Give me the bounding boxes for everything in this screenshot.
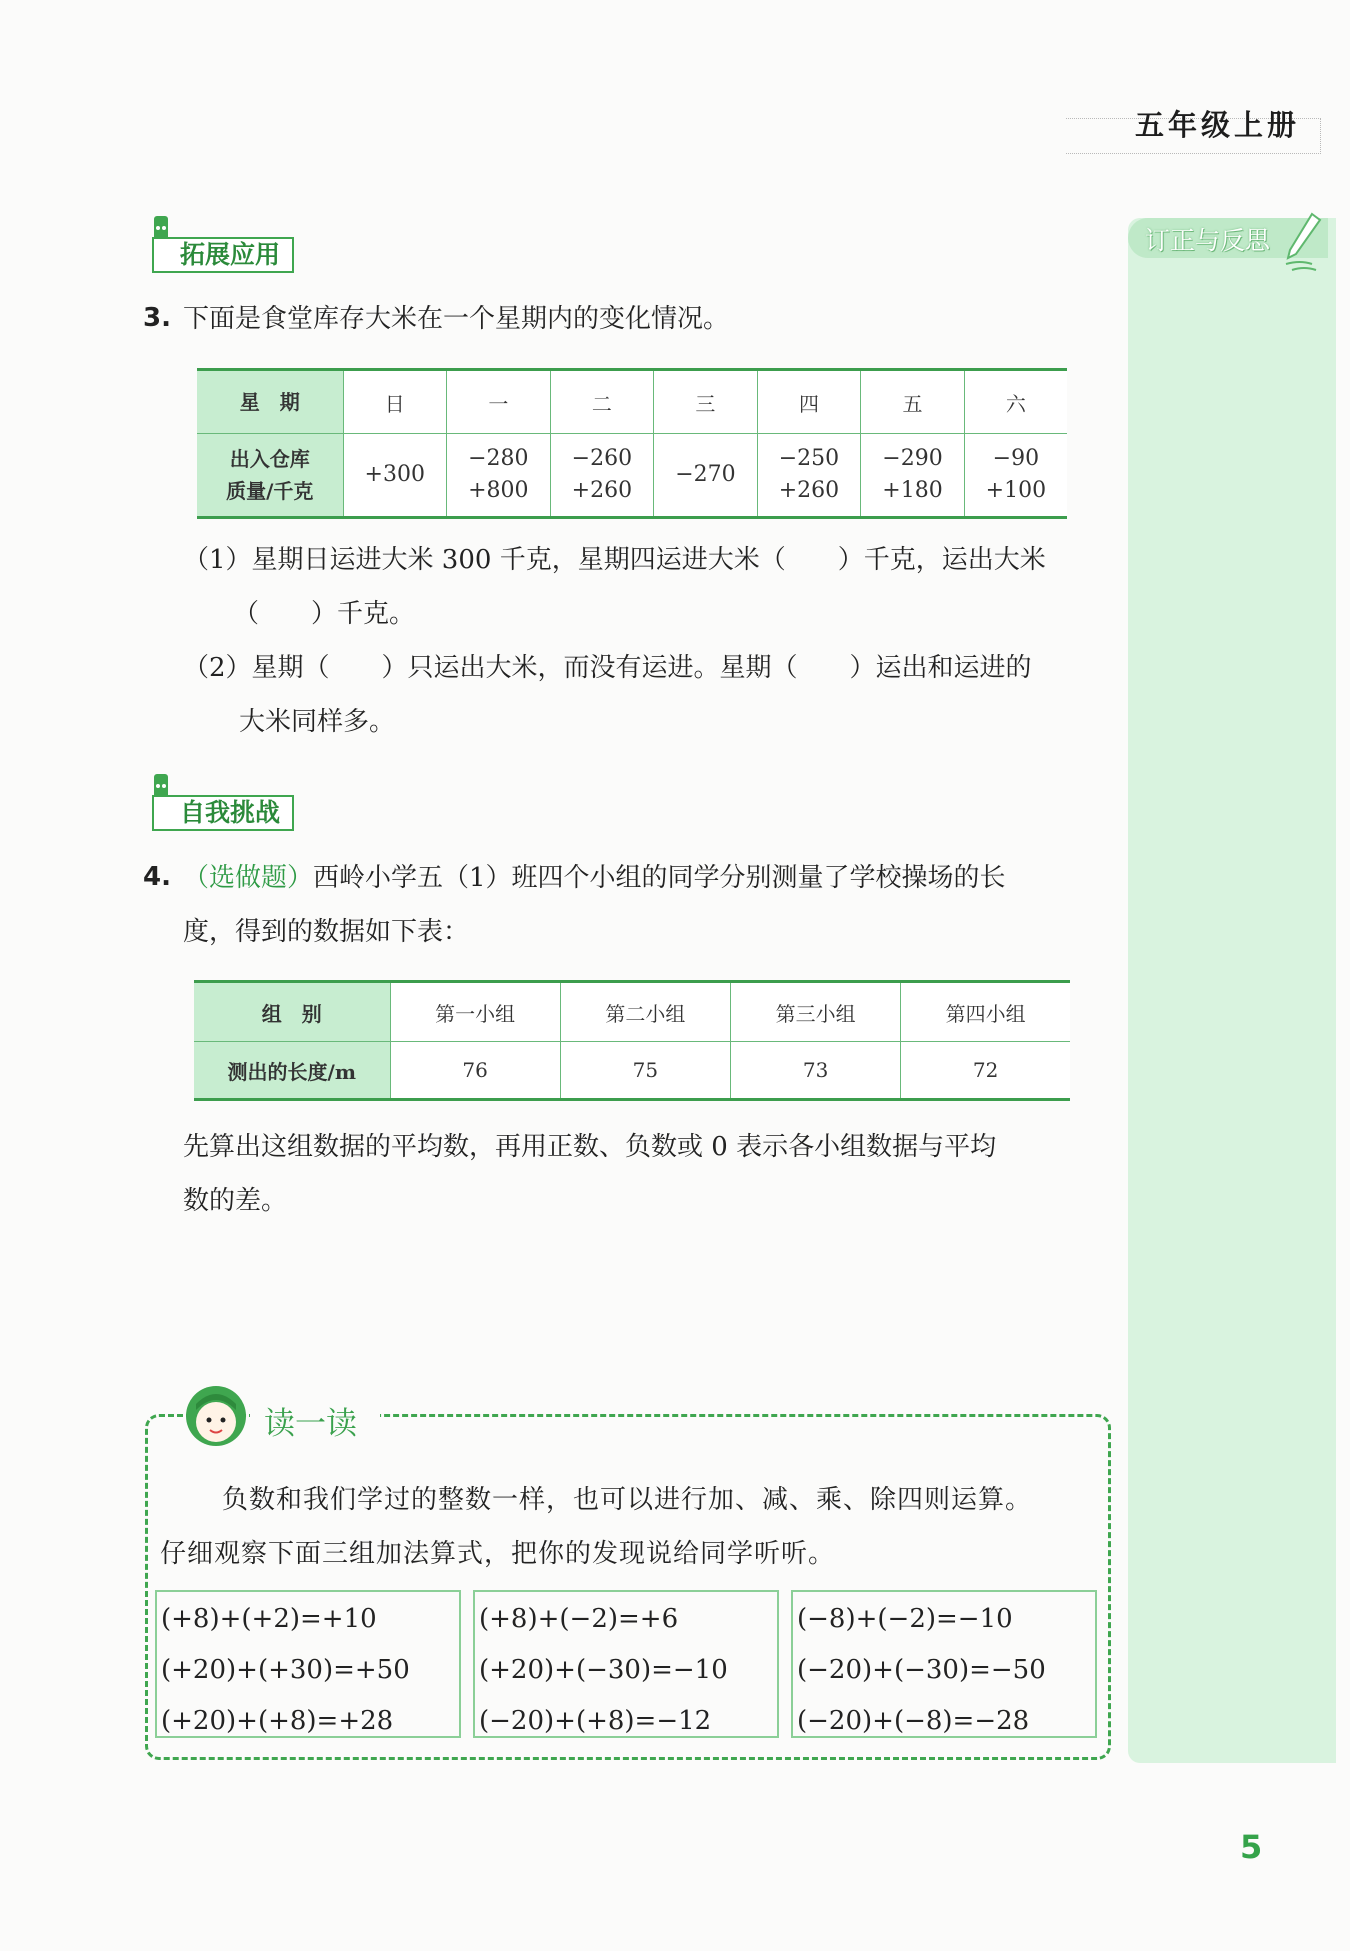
table-header: 测出的长度/m	[194, 1042, 390, 1100]
value-cell	[343, 434, 447, 518]
table-header: 组 别	[194, 982, 390, 1042]
equation: (−20)+(−8)=−28	[797, 1706, 1030, 1736]
value-cell: 76	[390, 1042, 560, 1100]
group-cell: 第四小组	[901, 982, 1070, 1042]
day-cell: 一	[447, 370, 551, 434]
equation-group-1	[155, 1590, 461, 1738]
section-title-challenge: 自我挑战	[152, 795, 294, 831]
section-title-extension: 拓展应用	[152, 237, 294, 273]
table-header: 星 期	[197, 370, 343, 434]
length-table	[194, 980, 1070, 1101]
value: +800	[468, 478, 529, 503]
value-cell	[550, 434, 654, 518]
equation: (+8)+(+2)=+10	[161, 1604, 377, 1634]
pencil-icon	[1282, 210, 1322, 274]
value-cell	[964, 434, 1067, 518]
reading-line-1: 负数和我们学过的整数一样，也可以进行加、减、乘、除四则运算。	[222, 1485, 1033, 1515]
equation: (−8)+(−2)=−10	[797, 1604, 1013, 1634]
value-cell: 73	[731, 1042, 901, 1100]
value: −260	[571, 446, 633, 471]
girl-icon	[182, 1380, 252, 1452]
value: +260	[778, 478, 840, 503]
reading-title: 读一读	[264, 1406, 357, 1442]
table-row	[194, 982, 1070, 1042]
value: +180	[882, 478, 943, 503]
equation-group-2	[473, 1590, 779, 1738]
rice-stock-table	[197, 368, 1067, 519]
equation-group-3	[791, 1590, 1097, 1738]
optional-tag: （选做题）	[183, 863, 314, 893]
value-cell	[757, 434, 861, 518]
sidebar-title: 订正与反思	[1145, 226, 1271, 255]
day-cell: 五	[861, 370, 965, 434]
question-line: 西岭小学五（1）班四个小组的同学分别测量了学校操场的长	[313, 863, 1006, 893]
value: +100	[985, 478, 1047, 503]
equation: (+20)+(−30)=−10	[479, 1655, 728, 1685]
value: −290	[882, 446, 943, 471]
value-cell	[861, 434, 965, 518]
header-line: 出入仓库	[229, 447, 310, 471]
group-cell: 第三小组	[731, 982, 901, 1042]
day-cell: 三	[654, 370, 758, 434]
group-cell: 第一小组	[390, 982, 560, 1042]
day-cell: 四	[757, 370, 861, 434]
value: −90	[992, 446, 1040, 471]
header-line: 质量/千克	[226, 479, 314, 503]
value: +300	[364, 462, 425, 487]
equation: (−20)+(+8)=−12	[479, 1706, 712, 1736]
value-cell: 75	[560, 1042, 730, 1100]
question-number: 4.	[143, 862, 171, 892]
instruction-text: 先算出这组数据的平均数，再用正数、负数或 0 表示各小组数据与平均	[183, 1132, 997, 1162]
page-number: 5	[1240, 1828, 1263, 1866]
grade-label: 五年级上册	[1135, 108, 1301, 142]
day-cell: 二	[550, 370, 654, 434]
reading-line-2: 仔细观察下面三组加法算式，把你的发现说给同学听听。	[160, 1539, 836, 1569]
sub-question-2: （2）星期（ ）只运出大米，而没有运进。星期（ ）运出和运进的	[183, 653, 1032, 683]
value: −280	[468, 446, 529, 471]
table-row	[194, 1042, 1070, 1100]
sub-question-1-cont: （ ）千克。	[233, 599, 416, 629]
equation: (+20)+(+8)=+28	[161, 1706, 394, 1736]
question-text-cont: 度，得到的数据如下表：	[183, 917, 470, 947]
equation: (+20)+(+30)=+50	[161, 1655, 410, 1685]
value-cell	[447, 434, 551, 518]
value: +260	[571, 478, 633, 503]
value-cell: 72	[901, 1042, 1070, 1100]
day-cell: 日	[343, 370, 447, 434]
instruction-text-cont: 数的差。	[183, 1186, 288, 1216]
value: −270	[675, 462, 736, 487]
sub-question-2-cont: 大米同样多。	[239, 707, 396, 737]
question-number: 3.	[143, 303, 171, 333]
equation: (−20)+(−30)=−50	[797, 1655, 1046, 1685]
table-row	[197, 434, 1067, 518]
equation: (+8)+(−2)=+6	[479, 1604, 679, 1634]
table-header	[197, 434, 343, 518]
question-text	[183, 851, 1006, 905]
table-row	[197, 370, 1067, 434]
correction-sidebar	[1128, 218, 1336, 1763]
day-cell: 六	[964, 370, 1067, 434]
value: −250	[778, 446, 840, 471]
question-text: 下面是食堂库存大米在一个星期内的变化情况。	[183, 304, 730, 334]
value-cell	[654, 434, 758, 518]
sub-question-1: （1）星期日运进大米 300 千克，星期四运进大米（ ）千克，运出大米	[183, 545, 1046, 575]
group-cell: 第二小组	[560, 982, 730, 1042]
